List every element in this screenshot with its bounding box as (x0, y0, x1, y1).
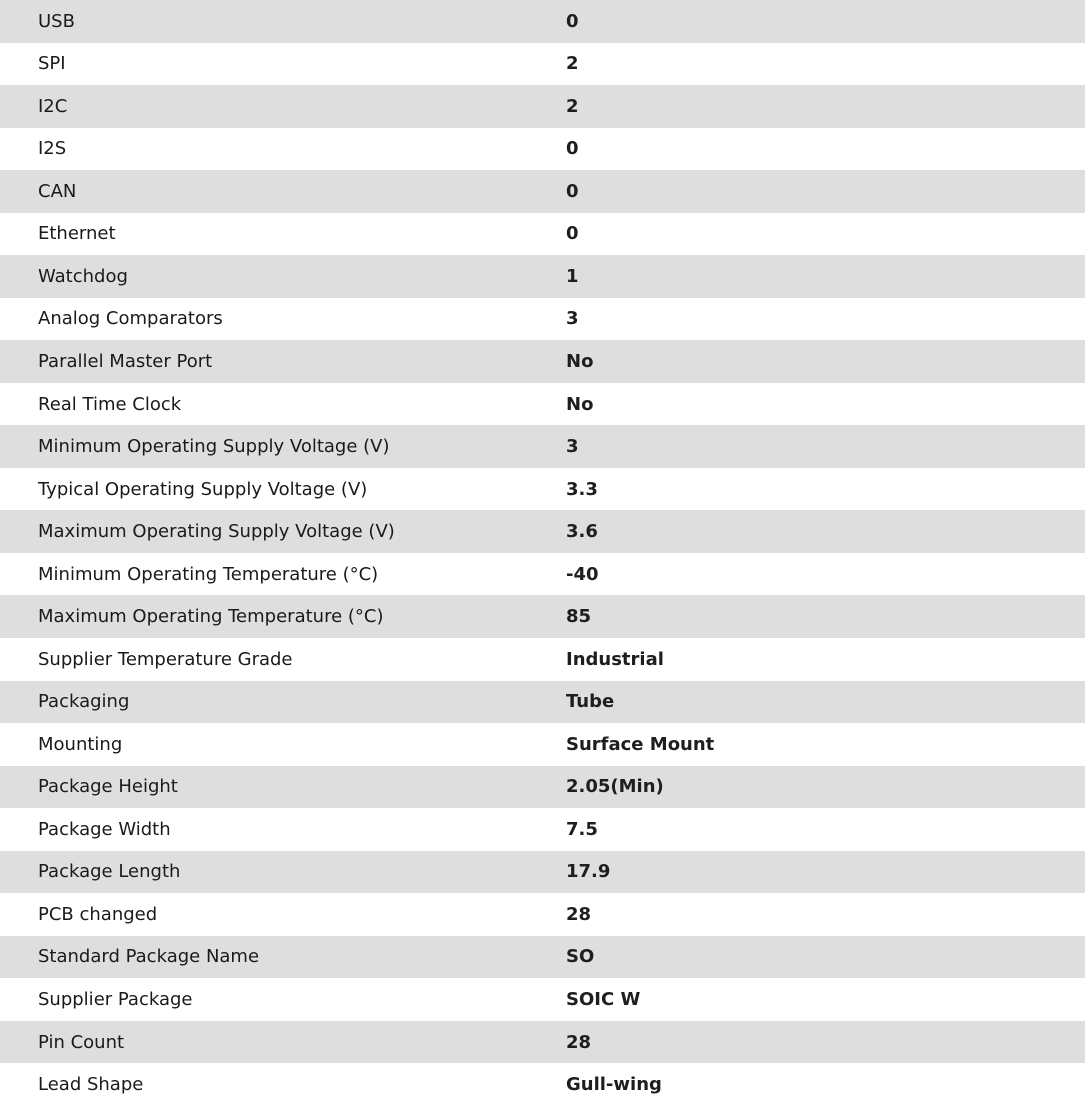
spec-label: Typical Operating Supply Voltage (V) (38, 478, 368, 500)
spec-value: Tube (566, 691, 615, 713)
spec-value: 7.5 (566, 818, 598, 840)
spec-row-max-operating-temperature (0, 595, 1085, 638)
spec-value: 0 (566, 180, 579, 202)
spec-row-package-length (0, 851, 1085, 894)
spec-label: PCB changed (38, 903, 158, 925)
spec-row-min-operating-temperature (0, 553, 1085, 596)
spec-value: Surface Mount (566, 733, 715, 755)
spec-label: Supplier Package (38, 988, 193, 1010)
spec-value: 28 (566, 903, 592, 925)
spec-value: 2 (566, 53, 579, 75)
spec-label: Real Time Clock (38, 393, 182, 415)
spec-value: 0 (566, 138, 579, 160)
spec-value: 0 (566, 10, 579, 32)
spec-value: 28 (566, 1031, 592, 1053)
spec-label: Supplier Temperature Grade (38, 648, 293, 670)
spec-row-ethernet (0, 213, 1085, 256)
spec-label: Analog Comparators (38, 308, 223, 330)
spec-value: 3.3 (566, 478, 598, 500)
spec-row-can (0, 170, 1085, 213)
spec-value: -40 (566, 563, 599, 585)
spec-value: 0 (566, 223, 579, 245)
spec-label: Package Length (38, 861, 181, 883)
spec-value: Gull-wing (566, 1074, 662, 1096)
spec-row-real-time-clock (0, 383, 1085, 426)
spec-value: 3 (566, 436, 579, 458)
spec-row-watchdog (0, 255, 1085, 298)
spec-label: Package Width (38, 818, 171, 840)
spec-label: Maximum Operating Supply Voltage (V) (38, 521, 395, 543)
spec-row-package-width (0, 808, 1085, 851)
spec-value: 3 (566, 308, 579, 330)
spec-row-spi (0, 43, 1085, 86)
spec-label: Package Height (38, 776, 178, 798)
spec-value: 17.9 (566, 861, 611, 883)
spec-value: Industrial (566, 648, 664, 670)
spec-row-packaging (0, 681, 1085, 724)
spec-value: 3.6 (566, 521, 598, 543)
spec-row-min-supply-voltage (0, 425, 1085, 468)
spec-label: Watchdog (38, 265, 128, 287)
spec-row-typ-supply-voltage (0, 468, 1085, 511)
spec-value: SOIC W (566, 988, 641, 1010)
spec-row-lead-shape (0, 1063, 1085, 1106)
spec-label: Mounting (38, 733, 123, 755)
spec-row-standard-package-name (0, 936, 1085, 979)
spec-label: Standard Package Name (38, 946, 260, 968)
spec-label: Packaging (38, 691, 130, 713)
spec-label: Ethernet (38, 223, 116, 245)
spec-label: CAN (38, 180, 77, 202)
spec-row-mounting (0, 723, 1085, 766)
spec-row-pcb-changed (0, 893, 1085, 936)
spec-label: Pin Count (38, 1031, 125, 1053)
spec-value: SO (566, 946, 595, 968)
spec-value: No (566, 351, 594, 373)
spec-value: 2.05(Min) (566, 776, 664, 798)
spec-label: I2C (38, 95, 68, 117)
spec-label: Parallel Master Port (38, 351, 213, 373)
spec-row-max-supply-voltage (0, 510, 1085, 553)
spec-row-supplier-package (0, 978, 1085, 1021)
spec-row-usb (0, 0, 1085, 43)
spec-row-i2c (0, 85, 1085, 128)
spec-row-package-height (0, 766, 1085, 809)
spec-row-pin-count (0, 1021, 1085, 1064)
spec-label: Minimum Operating Temperature (°C) (38, 563, 379, 585)
spec-value: No (566, 393, 594, 415)
spec-label: Maximum Operating Temperature (°C) (38, 606, 384, 628)
spec-row-temperature-grade (0, 638, 1085, 681)
spec-label: I2S (38, 138, 67, 160)
spec-label: Minimum Operating Supply Voltage (V) (38, 436, 390, 458)
spec-label: USB (38, 10, 75, 32)
spec-row-parallel-master-port (0, 340, 1085, 383)
spec-value: 1 (566, 265, 579, 287)
spec-value: 85 (566, 606, 592, 628)
spec-row-i2s (0, 128, 1085, 171)
spec-label: Lead Shape (38, 1074, 144, 1096)
spec-label: SPI (38, 53, 66, 75)
spec-value: 2 (566, 95, 579, 117)
spec-row-analog-comparators (0, 298, 1085, 341)
